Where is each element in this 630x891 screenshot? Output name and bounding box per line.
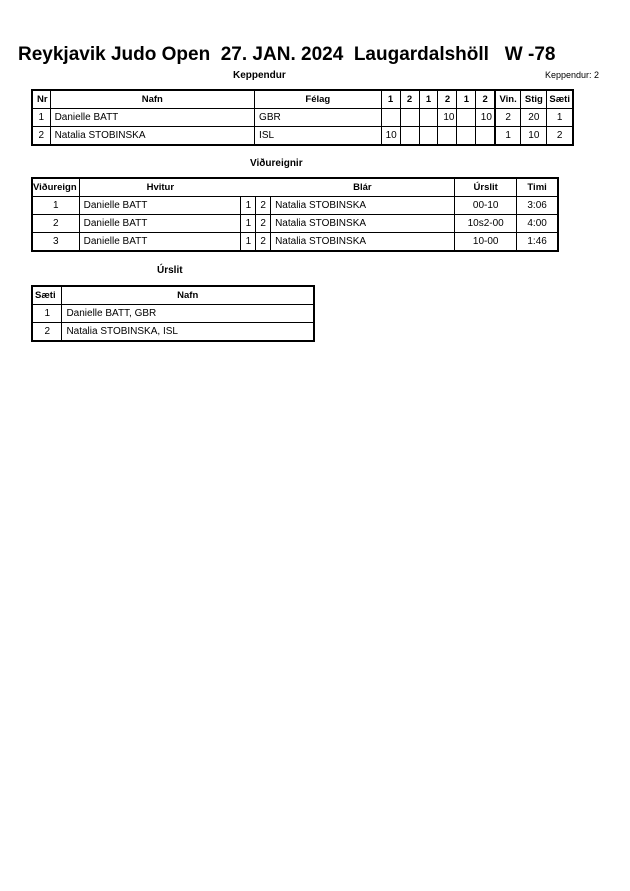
competitor-name: Natalia STOBINSKA [50, 127, 254, 146]
col-nr: Nr [32, 90, 50, 109]
matches-heading: Viðureignir [250, 158, 303, 169]
competitor-place: 1 [547, 109, 573, 127]
competitor-club: ISL [255, 127, 382, 146]
col-blue-score [256, 178, 271, 197]
match-number: 2 [32, 215, 79, 233]
match-blue: Natalia STOBINSKA [271, 197, 455, 215]
matches-header-row [32, 178, 558, 197]
competitors-count: Keppendur: 2 [544, 70, 599, 80]
score-cell [419, 109, 438, 127]
results-header-row [32, 286, 314, 305]
col-wins: Vin. [495, 90, 521, 109]
match-result: 10s2-00 [455, 215, 517, 233]
competitor-nr: 1 [32, 109, 50, 127]
result-name: Natalia STOBINSKA, ISL [62, 323, 314, 342]
match-white: Danielle BATT [79, 197, 241, 215]
col-result-place: Sæti [32, 286, 62, 305]
score-cell: 10 [438, 109, 457, 127]
score-cell [400, 127, 419, 146]
match-white-score: 1 [241, 233, 256, 252]
page-title: Reykjavik Judo Open 27. JAN. 2024 Laugardalshöll W -78 [18, 44, 556, 65]
table-row [32, 323, 314, 342]
col-result-name: Nafn [62, 286, 314, 305]
score-cell [457, 127, 476, 146]
match-white-score: 1 [241, 197, 256, 215]
result-place: 1 [32, 305, 62, 323]
match-white: Danielle BATT [79, 215, 241, 233]
match-number: 1 [32, 197, 79, 215]
match-white: Danielle BATT [79, 233, 241, 252]
col-score: 2 [400, 90, 419, 109]
match-blue-score: 2 [256, 233, 271, 252]
col-time: Timi [517, 178, 558, 197]
match-time: 4:00 [517, 215, 558, 233]
score-cell [457, 109, 476, 127]
match-white-score: 1 [241, 215, 256, 233]
table-row [32, 215, 558, 233]
col-score: 1 [419, 90, 438, 109]
score-cell [419, 127, 438, 146]
competitor-points: 20 [521, 109, 547, 127]
competitor-nr: 2 [32, 127, 50, 146]
competitor-points: 10 [521, 127, 547, 146]
match-number: 3 [32, 233, 79, 252]
match-result: 10-00 [455, 233, 517, 252]
match-blue: Natalia STOBINSKA [271, 233, 455, 252]
table-row [32, 127, 573, 146]
col-score: 2 [476, 90, 495, 109]
competitor-wins: 1 [495, 127, 521, 146]
col-score: 2 [438, 90, 457, 109]
match-blue: Natalia STOBINSKA [271, 215, 455, 233]
score-cell: 10 [381, 127, 400, 146]
results-table [31, 285, 315, 342]
col-points: Stig [521, 90, 547, 109]
col-score: 1 [457, 90, 476, 109]
result-name: Danielle BATT, GBR [62, 305, 314, 323]
score-cell [476, 127, 495, 146]
table-row [32, 197, 558, 215]
score-cell [438, 127, 457, 146]
competitor-place: 2 [547, 127, 573, 146]
col-match: Viðureign [32, 178, 79, 197]
results-heading: Úrslit [157, 265, 183, 276]
col-club: Félag [255, 90, 382, 109]
competitors-heading: Keppendur [233, 70, 286, 81]
competitors-table [31, 89, 574, 146]
competitor-club: GBR [255, 109, 382, 127]
result-place: 2 [32, 323, 62, 342]
table-row [32, 109, 573, 127]
score-cell [400, 109, 419, 127]
col-white-score [241, 178, 256, 197]
col-result: Úrslit [455, 178, 517, 197]
match-blue-score: 2 [256, 215, 271, 233]
score-cell: 10 [476, 109, 495, 127]
table-row [32, 233, 558, 252]
score-cell [381, 109, 400, 127]
competitor-wins: 2 [495, 109, 521, 127]
col-white: Hvitur [79, 178, 241, 197]
matches-table [31, 177, 559, 252]
match-result: 00-10 [455, 197, 517, 215]
match-time: 3:06 [517, 197, 558, 215]
col-blue: Blár [271, 178, 455, 197]
table-row [32, 305, 314, 323]
match-blue-score: 2 [256, 197, 271, 215]
col-name: Nafn [50, 90, 254, 109]
col-place: Sæti [547, 90, 573, 109]
match-time: 1:46 [517, 233, 558, 252]
col-score: 1 [381, 90, 400, 109]
competitor-name: Danielle BATT [50, 109, 254, 127]
competitors-header-row [32, 90, 573, 109]
